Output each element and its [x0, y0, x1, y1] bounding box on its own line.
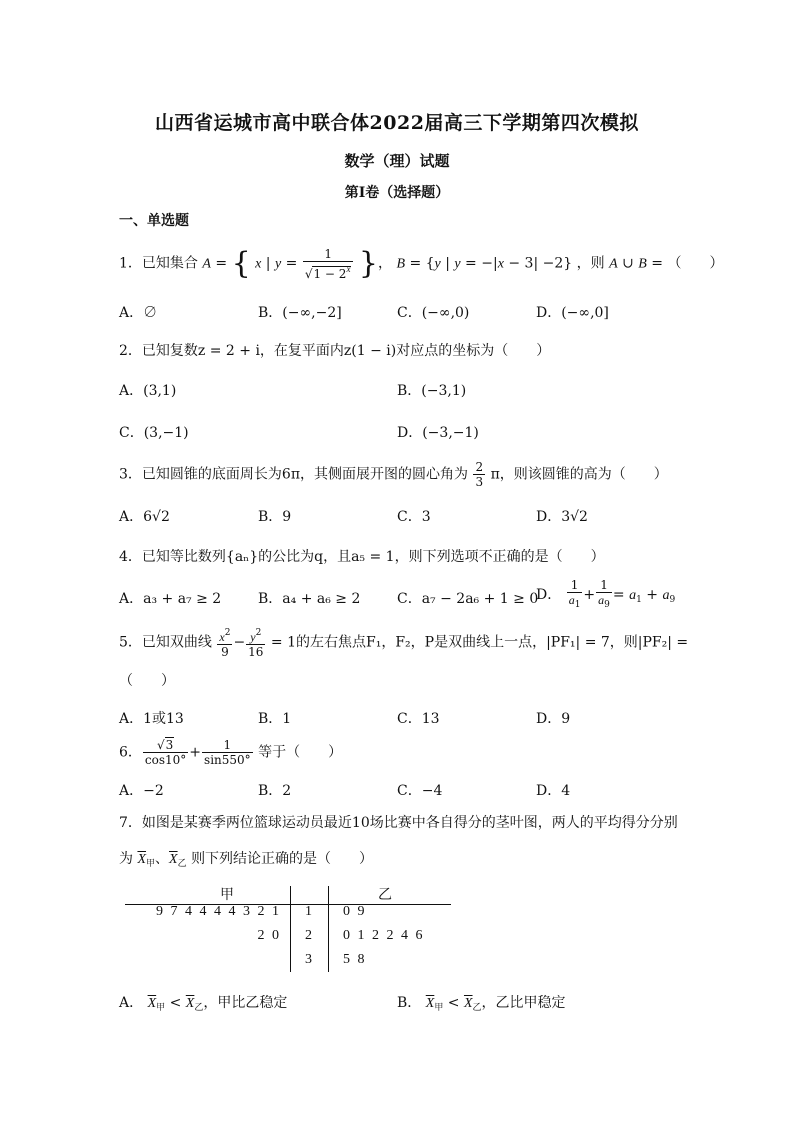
q4-option-d[interactable]: D． $\frac{1}{a_1}$ + $\frac{1}{a_9}$ = $a_1 + a_9$: [536, 578, 676, 610]
q3-option-b[interactable]: B．9: [258, 509, 292, 525]
q2-option-a[interactable]: A．(3,1): [119, 383, 177, 399]
q5-stem-c: （ ）: [119, 673, 175, 689]
question-4: 4．已知等比数列{aₙ}的公比为q，且a₅ = 1，则下列选项不正确的是（ ）: [119, 549, 605, 565]
q4-option-a[interactable]: A．a₃ + a₇ ≥ 2: [119, 591, 222, 607]
right-header: 乙: [378, 888, 392, 903]
set-a-formula: A: [202, 256, 211, 272]
question-3: [119, 460, 668, 489]
q3-option-a[interactable]: A．6√2: [119, 509, 170, 525]
set-b-formula: B: [396, 256, 405, 272]
question-7-line-2: 为 $\overline{X}_甲$、$\overline{X}_乙$ 则下列结论正确的是（ ）: [119, 851, 374, 869]
q2-option-b[interactable]: B．(−3,1): [397, 383, 467, 399]
row-3-right: 5 8: [343, 952, 367, 967]
q5-option-b[interactable]: B．1: [258, 711, 292, 727]
q4-option-b[interactable]: B．a₄ + a₆ ≥ 2: [258, 591, 361, 607]
q5-option-c[interactable]: C．13: [397, 711, 440, 727]
question-2: 2．已知复数z = 2 + i，在复平面内z(1 − i)对应点的坐标为（ ）: [119, 343, 551, 359]
q6-option-d[interactable]: D．4: [536, 783, 571, 799]
q3-stem-a: 3．已知圆锥的底面周长为6π，其侧面展开图的圆心角为: [119, 466, 469, 483]
part-heading: 第I卷（选择题）: [344, 185, 450, 201]
q1-option-a[interactable]: A．∅: [119, 305, 158, 321]
q2-option-d[interactable]: D．(−3,−1): [397, 425, 479, 441]
q4-option-d-label: D．: [536, 587, 562, 603]
q4-option-c[interactable]: C．a₇ − 2a₆ + 1 ≥ 0: [397, 591, 539, 607]
row-1-left: 9 7 4 4 4 4 3 2 1: [156, 904, 281, 919]
q5-stem-b: = 1的左右焦点F₁，F₂，P是双曲线上一点，|PF₁| = 7，则|PF₂| =: [270, 634, 689, 651]
question-5: 5．已知双曲线 $\frac{x^2}{9}$ − $\frac{y^2}{16}$ = 1的左右焦点F₁，F₂，P是双曲线上一点，|PF₁| = 7，则|PF₂| =: [119, 628, 689, 659]
q1-stem-b: ，则: [576, 255, 605, 272]
row-2-left: 2 0: [257, 928, 281, 943]
q2-option-c[interactable]: C．(3,−1): [119, 425, 189, 441]
q1-option-b[interactable]: B．(−∞,−2]: [258, 305, 342, 321]
q1-stem-c: （ ）: [667, 255, 724, 272]
q5-stem-a: 5．已知双曲线: [119, 634, 212, 651]
fraction-two-thirds: $\frac{2}{3}$: [475, 460, 484, 489]
right-brace: }: [358, 246, 378, 281]
left-brace: {: [231, 246, 251, 281]
q3-option-d[interactable]: D．3√2: [536, 509, 588, 525]
q1-option-d[interactable]: D．(−∞,0]: [536, 305, 609, 321]
q1-stem-a: 1．已知集合: [119, 255, 198, 272]
row-2-right: 0 1 2 2 4 6: [343, 928, 425, 943]
question-7-line-1: 7．如图是某赛季两位篮球运动员最近10场比赛中各自得分的茎叶图，两人的平均得分分别: [119, 815, 678, 831]
q1-option-c[interactable]: C．(−∞,0): [397, 305, 470, 321]
q7-option-b[interactable]: B． $\overline{X}_甲 < \overline{X}_乙$，乙比甲稳定: [397, 995, 566, 1013]
q5-option-a[interactable]: A．1或13: [119, 711, 184, 727]
row-3-stem: 3: [305, 952, 312, 967]
q3-stem-b: π，则该圆锥的高为（ ）: [490, 466, 668, 483]
row-1-right: 0 9: [343, 904, 367, 919]
q6-option-b[interactable]: B．2: [258, 783, 292, 799]
left-divider: [290, 886, 291, 972]
section-heading: 一、单选题: [119, 213, 189, 229]
fraction-1-over-sqrt: $\frac{1}{√1 - 2^x}$: [303, 247, 354, 281]
left-header: 甲: [220, 888, 234, 903]
right-divider: [328, 886, 329, 972]
q6-stem-b: 等于（ ）: [258, 744, 343, 761]
q7-option-a[interactable]: A． $\overline{X}_甲 < \overline{X}_乙$，甲比乙稳定: [119, 995, 288, 1013]
exam-title: 山西省运城市高中联合体2022届高三下学期第四次模拟: [155, 112, 639, 134]
row-2-stem: 2: [305, 928, 312, 943]
q3-option-c[interactable]: C．3: [397, 509, 431, 525]
exam-subtitle: 数学（理）试题: [344, 152, 450, 170]
stem-leaf-plot: [125, 884, 455, 974]
question-6: 6． $\frac{√3}{\cos 10^\circ}$ + $\frac{1}{\sin 550^\circ}$ 等于（ ）: [119, 738, 343, 767]
q5-option-d[interactable]: D．9: [536, 711, 571, 727]
row-1-stem: 1: [305, 904, 312, 919]
question-1: 1．已知集合 A = { x | y = $\frac{1}{√1 - 2^x}$ }， B = {y | y = −|x − 3| −2} ，则 A ∪ B = （ ）: [119, 246, 724, 281]
q6-option-c[interactable]: C．−4: [397, 783, 443, 799]
q6-option-a[interactable]: A．−2: [119, 783, 164, 799]
